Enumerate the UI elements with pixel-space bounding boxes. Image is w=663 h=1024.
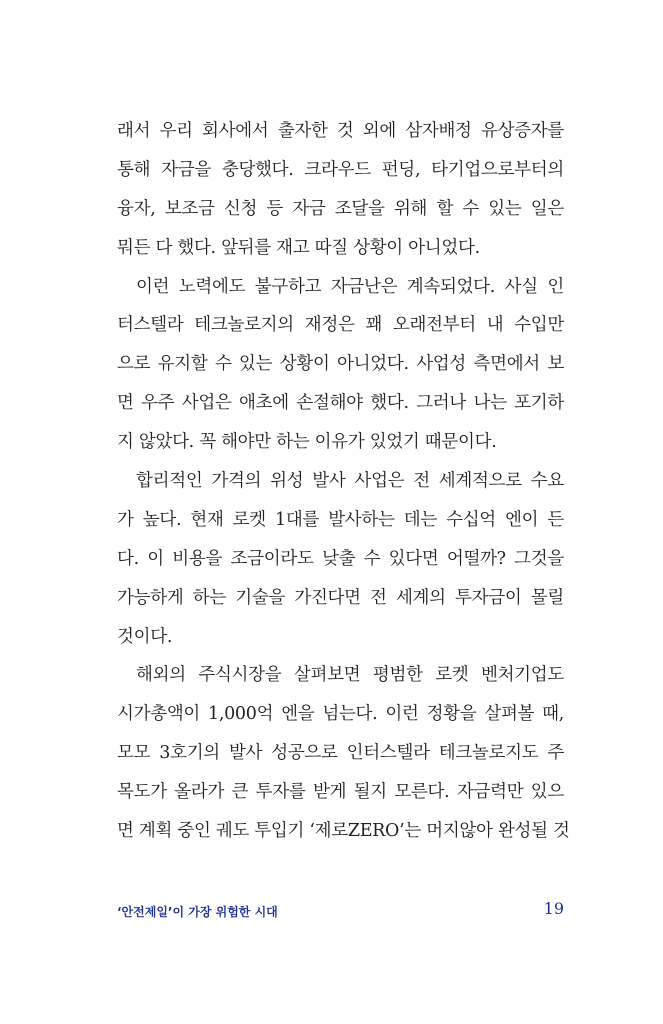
text-line: 모모 3호기의 발사 성공으로 인터스텔라 테크놀로지도 주	[117, 743, 564, 764]
text-line: 래서 우리 회사에서 출자한 것 외에 삼자배정 유상증자를	[117, 121, 564, 141]
text-line: 터스텔라 테크놀로지의 재정은 꽤 오래전부터 내 수입만	[117, 315, 564, 336]
body-text	[117, 112, 570, 851]
page-number: 19	[543, 899, 564, 918]
text-line: 으로 유지할 수 있는 상황이 아니었다. 사업성 측면에서 보	[117, 354, 564, 375]
text-line: 면 우주 사업은 애초에 손절해야 했다. 그러나 나는 포기하	[117, 393, 564, 414]
running-footer-title: ‘안전제일’이 가장 위험한 시대	[117, 905, 278, 919]
text-line: 것이다.	[117, 626, 173, 647]
text-line: 통해 자금을 충당했다. 크라우드 펀딩, 타기업으로부터의	[117, 159, 564, 180]
text-line: 면 계획 중인 궤도 투입기 ‘제로ZERO’는 머지않아 완성될 것	[117, 821, 570, 842]
text-line: 가 높다. 현재 로켓 1대를 발사하는 데는 수십억 엔이 든	[117, 509, 564, 530]
text-line: 시가총액이 1,000억 엔을 넘는다. 이런 정황을 살펴볼 때,	[117, 704, 564, 725]
text-line: 가능하게 하는 기술을 가진다면 전 세계의 투자금이 몰릴	[117, 587, 564, 608]
text-line: 합리적인 가격의 위성 발사 사업은 전 세계적으로 수요	[136, 471, 564, 492]
text-line: 융자, 보조금 신청 등 자금 조달을 위해 할 수 있는 일은	[117, 198, 564, 219]
text-line: 뭐든 다 했다. 앞뒤를 재고 따질 상황이 아니었다.	[117, 237, 480, 258]
text-line: 목도가 올라가 큰 투자를 받게 될지 모른다. 자금력만 있으	[117, 782, 564, 803]
text-line: 해외의 주식시장을 살펴보면 평범한 로켓 벤처기업도	[136, 665, 564, 686]
text-line: 이런 노력에도 불구하고 자금난은 계속되었다. 사실 인	[136, 276, 564, 297]
text-line: 지 않았다. 꼭 해야만 하는 이유가 있었기 때문이다.	[117, 432, 497, 453]
text-line: 다. 이 비용을 조금이라도 낮출 수 있다면 어떨까? 그것을	[117, 548, 564, 569]
